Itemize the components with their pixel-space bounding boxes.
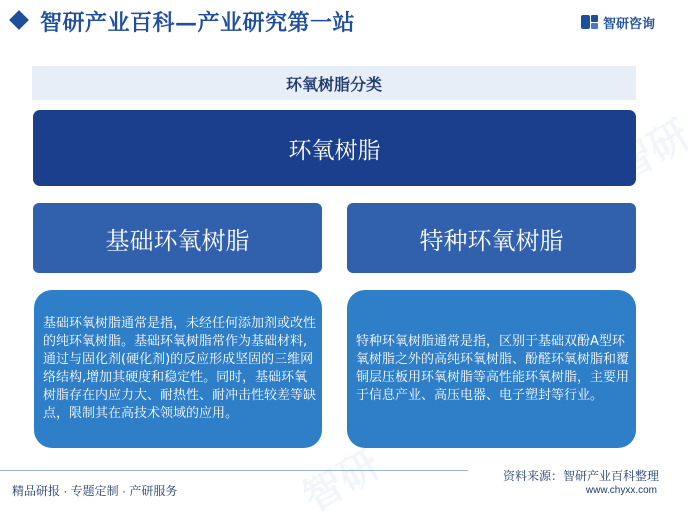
- watermark: 智研: [295, 441, 388, 522]
- description-basic: [34, 290, 322, 448]
- watermark: 智研: [605, 111, 698, 192]
- root-node: 环氧树脂: [33, 110, 636, 186]
- description-special-text: 特种环氧树脂通常是指，区别于基础双酚A型环氧树脂之外的高纯环氧树脂、酚醛环氧树脂和覆铜层压板用环氧树脂等高性能环氧树脂，主要用于信息产业、高压电器、电子塑封等行业。: [356, 334, 630, 403]
- brand-name: 智研咨询: [602, 15, 655, 31]
- footer-url: www.chyxx.com: [585, 485, 657, 496]
- footer-services: 精品研报 · 专题定制 · 产研服务: [12, 484, 178, 498]
- diagram-title: 环氧树脂分类: [32, 66, 636, 100]
- description-special: [347, 290, 636, 448]
- category-node-basic: 基础环氧树脂: [33, 203, 322, 273]
- footer-divider: [0, 470, 468, 471]
- footer-source: 资料来源：智研产业百科整理: [502, 469, 659, 483]
- brand-logo-icon: [581, 13, 599, 31]
- page-header: [0, 0, 671, 44]
- category-node-special: 特种环氧树脂: [347, 203, 636, 273]
- site-title: 智研产业百科—产业研究第一站: [40, 10, 356, 36]
- brand: [581, 12, 655, 32]
- diamond-icon: [9, 10, 29, 30]
- description-basic-text: 基础环氧树脂通常是指，未经任何添加剂或改性的纯环氧树脂。基础环氧树脂常作为基础材料,通过与固化剂(硬化剂)的反应形成坚固的三维网络结构,增加其硬度和稳定性。同时，基础环氧树脂存在内应力大、耐热性、耐冲击性较差等缺点，限制其在高技术领域的应用。: [43, 316, 317, 421]
